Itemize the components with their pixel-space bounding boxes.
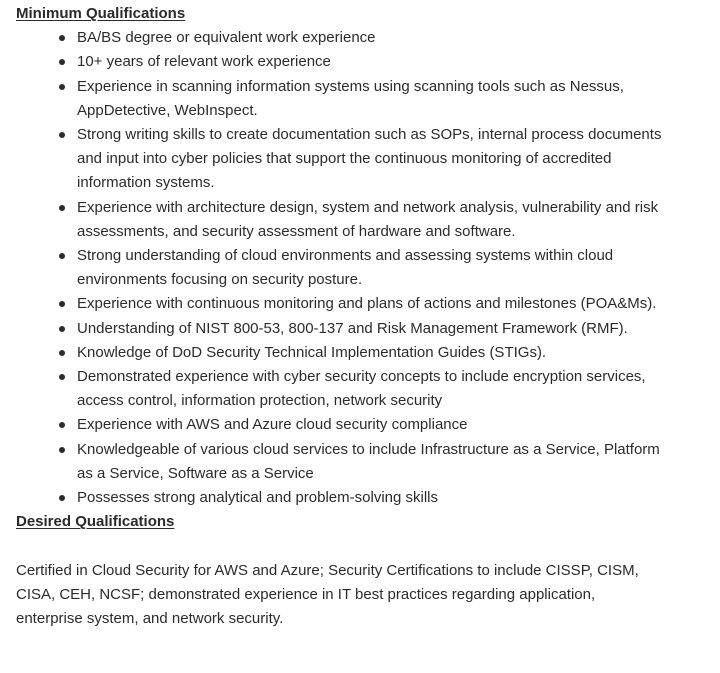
bullet-icon xyxy=(59,301,65,307)
list-item xyxy=(59,341,674,365)
bullet-icon xyxy=(59,374,65,380)
list-item-text: Understanding of NIST 800-53, 800-137 and Risk Management Framework (RMF). xyxy=(77,319,628,337)
list-item xyxy=(59,196,674,244)
bullet-icon xyxy=(59,422,65,428)
list-item-text: Experience with architecture design, system and network analysis, vulnerability and risk assessments, and security assessment of hardware and software. xyxy=(77,198,659,240)
list-item-text: Possesses strong analytical and problem-solving skills xyxy=(77,489,438,507)
list-item xyxy=(59,317,674,341)
list-item-text: Experience with continuous monitoring and plans of actions and milestones (POA&Ms). xyxy=(77,295,657,313)
bullet-icon xyxy=(59,447,65,453)
bullet-icon xyxy=(59,59,65,65)
list-item-text: 10+ years of relevant work experience xyxy=(77,53,331,71)
list-item-text: Knowledgeable of various cloud services to include Infrastructure as a Service, Platform as a Service, Software as a Service xyxy=(77,440,660,482)
list-item-text: Knowledge of DoD Security Technical Implementation Guides (STIGs). xyxy=(77,343,547,361)
bullet-icon xyxy=(59,326,65,332)
minimum-qualifications-list xyxy=(16,26,720,510)
desired-qualifications-paragraph: Certified in Cloud Security for AWS and Azure; Security Certifications to include CISSP, CISM, CISA, CEH, NCSF; demonstrated experience in IT best practices regarding application, enterprise system, and network security. xyxy=(16,561,639,628)
list-item xyxy=(59,438,674,486)
list-item xyxy=(59,413,674,437)
minimum-qualifications-heading: Minimum Qualifications xyxy=(16,5,186,22)
list-item xyxy=(59,365,674,413)
list-item xyxy=(59,26,674,50)
list-item xyxy=(59,486,674,510)
list-item-text: Experience with AWS and Azure cloud security compliance xyxy=(77,416,468,434)
bullet-icon xyxy=(59,84,65,90)
list-item-text: Strong understanding of cloud environments and assessing systems within cloud environments focusing on security posture. xyxy=(77,247,614,289)
bullet-icon xyxy=(59,35,65,41)
bullet-icon xyxy=(59,132,65,138)
list-item-text: Strong writing skills to create documentation such as SOPs, internal process documents and input into cyber policies that support the continuous monitoring of accredited information systems. xyxy=(77,126,662,192)
list-item-text: BA/BS degree or equivalent work experience xyxy=(77,29,376,47)
list-item xyxy=(59,50,674,74)
list-item xyxy=(59,75,674,123)
list-item-text: Demonstrated experience with cyber security concepts to include encryption services, access control, information protection, network security xyxy=(77,368,646,410)
list-item xyxy=(59,123,674,196)
list-item xyxy=(59,292,674,316)
list-item-text: Experience in scanning information systems using scanning tools such as Nessus, AppDetective, WebInspect. xyxy=(77,77,624,119)
bullet-icon xyxy=(59,495,65,501)
paragraph-spacer xyxy=(16,534,720,558)
bullet-icon xyxy=(59,205,65,211)
bullet-icon xyxy=(59,253,65,259)
bullet-icon xyxy=(59,350,65,356)
desired-qualifications-heading: Desired Qualifications xyxy=(16,513,175,531)
list-item xyxy=(59,244,674,292)
